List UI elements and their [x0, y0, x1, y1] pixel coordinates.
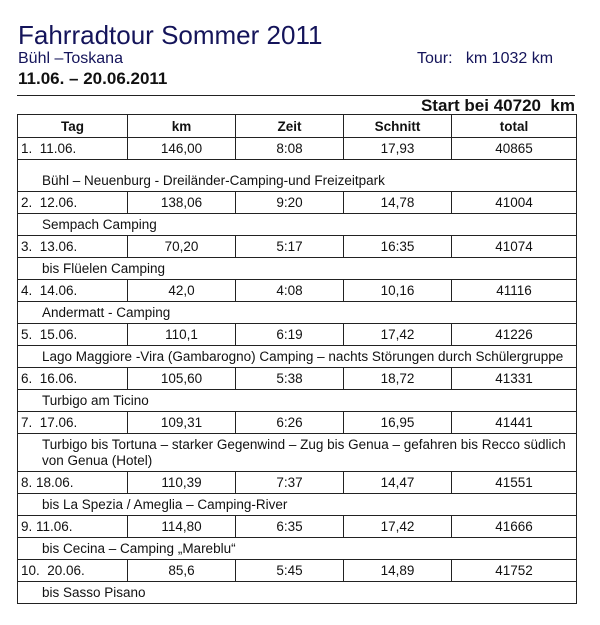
cell-tag: 3. 13.06. [18, 236, 128, 258]
cell-km: 138,06 [128, 192, 236, 214]
cell-schnitt: 16:35 [344, 236, 452, 258]
start-odometer: Start bei 40720 km [420, 96, 575, 115]
header-zeit: Zeit [236, 115, 344, 138]
cell-total: 41074 [452, 236, 577, 258]
cell-km: 146,00 [128, 138, 236, 160]
route-description-row [18, 160, 577, 192]
route-description: bis Cecina – Camping „Mareblu“ [18, 538, 577, 560]
cell-zeit: 5:17 [236, 236, 344, 258]
cell-total: 41666 [452, 516, 577, 538]
cell-zeit: 4:08 [236, 280, 344, 302]
route-description-row [18, 494, 577, 516]
route-description: Bühl – Neuenburg - Dreiländer-Camping-und Freizeitpark [18, 160, 577, 192]
table-row [18, 472, 577, 494]
header-total: total [452, 115, 577, 138]
cell-tag: 9. 11.06. [18, 516, 128, 538]
cell-tag: 8. 18.06. [18, 472, 128, 494]
table-row [18, 324, 577, 346]
route-subtitle: Bühl –Toskana [18, 50, 123, 67]
tour-log-table [17, 114, 577, 604]
cell-tag: 6. 16.06. [18, 368, 128, 390]
cell-km: 85,6 [128, 560, 236, 582]
cell-total: 41441 [452, 412, 577, 434]
table-row [18, 236, 577, 258]
table-row [18, 516, 577, 538]
cell-zeit: 6:19 [236, 324, 344, 346]
route-description-row [18, 538, 577, 560]
route-description: bis Sasso Pisano [18, 582, 577, 604]
cell-total: 41226 [452, 324, 577, 346]
table-body [18, 138, 577, 604]
document-title: Fahrradtour Sommer 2011 [18, 20, 323, 50]
cell-tag: 10. 20.06. [18, 560, 128, 582]
table-row [18, 138, 577, 160]
header-schnitt: Schnitt [344, 115, 452, 138]
cell-zeit: 6:35 [236, 516, 344, 538]
cell-schnitt: 17,42 [344, 324, 452, 346]
cell-tag: 7. 17.06. [18, 412, 128, 434]
route-description: Turbigo am Ticino [18, 390, 577, 412]
cell-schnitt: 16,95 [344, 412, 452, 434]
route-description-row [18, 390, 577, 412]
cell-tag: 5. 15.06. [18, 324, 128, 346]
cell-total: 41752 [452, 560, 577, 582]
table-row [18, 560, 577, 582]
cell-schnitt: 14,89 [344, 560, 452, 582]
cell-km: 42,0 [128, 280, 236, 302]
cell-zeit: 5:45 [236, 560, 344, 582]
cell-zeit: 5:38 [236, 368, 344, 390]
route-description: bis La Spezia / Ameglia – Camping-River [18, 494, 577, 516]
route-description-row [18, 346, 577, 368]
header-tag: Tag [18, 115, 128, 138]
route-description: bis Flüelen Camping [18, 258, 577, 280]
cell-km: 110,39 [128, 472, 236, 494]
cell-total: 41551 [452, 472, 577, 494]
route-description-row [18, 582, 577, 604]
cell-schnitt: 17,42 [344, 516, 452, 538]
tour-dates: 11.06. – 20.06.2011 [18, 69, 168, 88]
table-row [18, 412, 577, 434]
cell-zeit: 6:26 [236, 412, 344, 434]
cell-total: 41331 [452, 368, 577, 390]
cell-schnitt: 17,93 [344, 138, 452, 160]
cell-total: 41116 [452, 280, 577, 302]
cell-zeit: 9:20 [236, 192, 344, 214]
table-row [18, 368, 577, 390]
route-description-row [18, 214, 577, 236]
cell-zeit: 7:37 [236, 472, 344, 494]
cell-km: 109,31 [128, 412, 236, 434]
cell-km: 110,1 [128, 324, 236, 346]
cell-zeit: 8:08 [236, 138, 344, 160]
cell-tag: 4. 14.06. [18, 280, 128, 302]
route-description: Lago Maggiore -Vira (Gambarogno) Camping – nachts Störungen durch Schülergruppe [18, 346, 577, 368]
cell-tag: 2. 12.06. [18, 192, 128, 214]
route-description: Andermatt - Camping [18, 302, 577, 324]
cell-km: 105,60 [128, 368, 236, 390]
tour-distance: Tour: km 1032 km [417, 50, 554, 67]
route-description: Turbigo bis Tortuna – starker Gegenwind – Zug bis Genua – gefahren bis Recco südlich von Genua (Hotel) [18, 434, 577, 472]
table-header-row [18, 115, 577, 138]
cell-total: 41004 [452, 192, 577, 214]
cell-schnitt: 14,78 [344, 192, 452, 214]
route-description-row [18, 434, 577, 472]
cell-total: 40865 [452, 138, 577, 160]
cell-km: 70,20 [128, 236, 236, 258]
table-row [18, 192, 577, 214]
cell-km: 114,80 [128, 516, 236, 538]
route-description-row [18, 258, 577, 280]
cell-schnitt: 18,72 [344, 368, 452, 390]
cell-schnitt: 10,16 [344, 280, 452, 302]
cell-tag: 1. 11.06. [18, 138, 128, 160]
route-description: Sempach Camping [18, 214, 577, 236]
cell-schnitt: 14,47 [344, 472, 452, 494]
route-description-row [18, 302, 577, 324]
table-row [18, 280, 577, 302]
header-km: km [128, 115, 236, 138]
